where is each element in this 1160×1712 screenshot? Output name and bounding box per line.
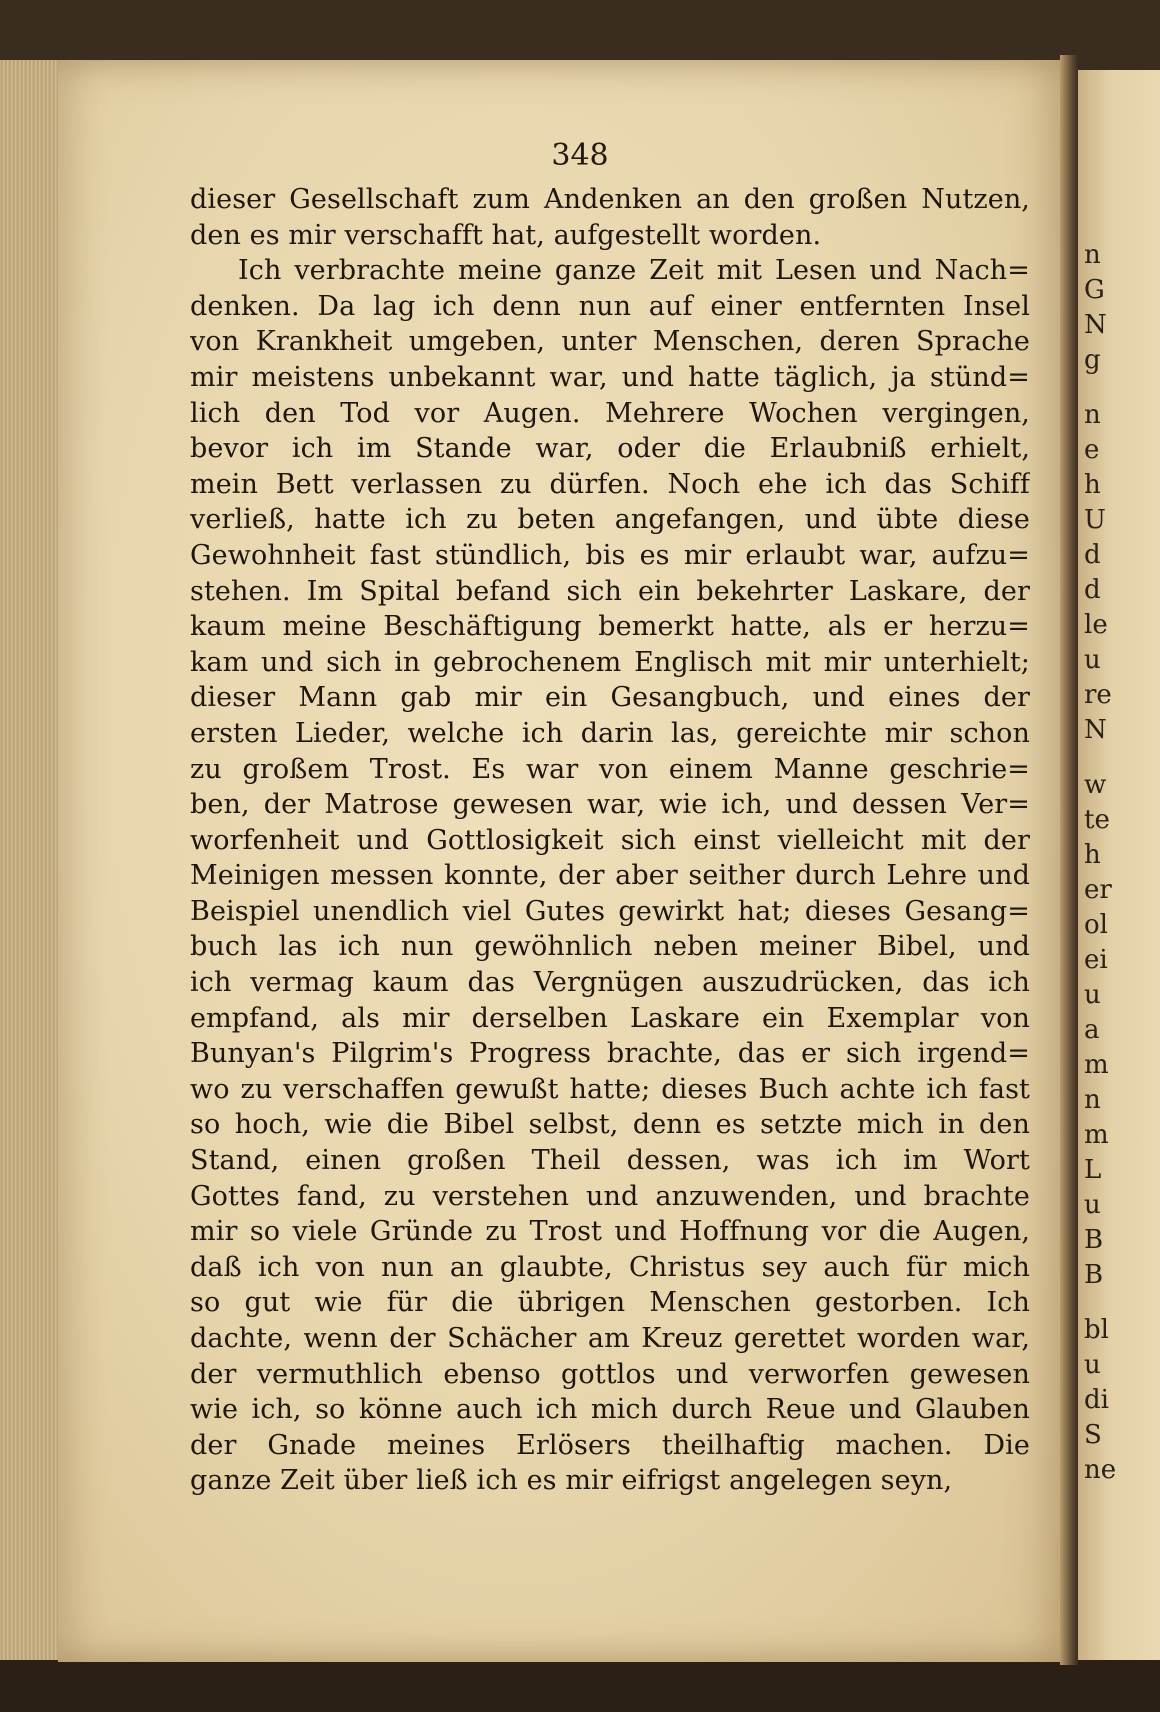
facing-page-fragment: m (1084, 1120, 1109, 1150)
text-line: ich vermag kaum das Vergnügen auszudrücken, das ich (190, 967, 1030, 999)
text-line: wo zu verschaffen gewußt hatte; dieses Buch achte ich fast (190, 1073, 1030, 1105)
facing-page-fragment: N (1084, 310, 1107, 340)
text-line: worfenheit und Gottlosigkeit sich einst vielleicht mit der (190, 824, 1030, 856)
facing-page-fragment: u (1084, 980, 1101, 1010)
text-line: Ich verbrachte meine ganze Zeit mit Lesen und Nach= (238, 255, 1030, 287)
text-line: so hoch, wie die Bibel selbst, denn es setzte mich in den (190, 1109, 1030, 1141)
text-line: denken. Da lag ich denn nun auf einer entfernten Insel (190, 290, 1030, 322)
facing-page-fragment: a (1084, 1015, 1100, 1045)
book-gutter (1060, 55, 1078, 1665)
text-line: verließ, hatte ich zu beten angefangen, und übte diese (190, 504, 1030, 536)
facing-page-fragment: le (1084, 610, 1108, 640)
facing-page-fragment: n (1084, 240, 1101, 270)
facing-page-fragment: h (1084, 470, 1101, 500)
text-line: der Gnade meines Erlösers theilhaftig machen. Die (190, 1429, 1030, 1461)
text-line: von Krankheit umgeben, unter Menschen, deren Sprache (190, 326, 1030, 358)
text-line: Beispiel unendlich viel Gutes gewirkt hat; dieses Gesang= (190, 895, 1030, 927)
facing-page-fragment: te (1084, 805, 1110, 835)
facing-page-fragment: u (1084, 1350, 1101, 1380)
facing-page-fragment: B (1084, 1260, 1104, 1290)
text-line: buch las ich nun gewöhnlich neben meiner Bibel, und (190, 931, 1030, 963)
text-line: dieser Mann gab mir ein Gesangbuch, und eines der (190, 682, 1030, 714)
text-line: kaum meine Beschäftigung bemerkt hatte, als er herzu= (190, 611, 1030, 643)
facing-page-fragment: h (1084, 840, 1101, 870)
text-line: daß ich von nun an glaubte, Christus sey auch für mich (190, 1251, 1030, 1283)
text-line: so gut wie für die übrigen Menschen gestorben. Ich (190, 1287, 1030, 1319)
facing-page-fragment: L (1084, 1155, 1102, 1185)
text-line: ben, der Matrose gewesen war, wie ich, und dessen Ver= (190, 789, 1030, 821)
text-line: Gottes fand, zu verstehen und anzuwenden, und brachte (190, 1180, 1030, 1212)
facing-page-fragment: ei (1084, 945, 1108, 975)
facing-page-fragment: er (1084, 875, 1112, 905)
text-line: Bunyan's Pilgrim's Progress brachte, das er sich irgend= (190, 1038, 1030, 1070)
text-line: mir so viele Gründe zu Trost und Hoffnung vor die Augen, (190, 1216, 1030, 1248)
text-line: wie ich, so könne auch ich mich durch Reue und Glauben (190, 1394, 1030, 1426)
text-line: bevor ich im Stande war, oder die Erlaubniß erhielt, (190, 433, 1030, 465)
facing-page-fragment: S (1084, 1420, 1102, 1450)
facing-page-fragment: bl (1084, 1315, 1109, 1345)
text-line: ersten Lieder, welche ich darin las, gereichte mir schon (190, 717, 1030, 749)
facing-page-fragment: B (1084, 1225, 1104, 1255)
facing-page-fragment: U (1084, 505, 1106, 535)
facing-page-fragment: re (1084, 680, 1112, 710)
facing-page-fragment: ne (1084, 1455, 1117, 1485)
text-line: stehen. Im Spital befand sich ein bekehrter Laskare, der (190, 575, 1030, 607)
text-line: lich den Tod vor Augen. Mehrere Wochen vergingen, (190, 397, 1030, 429)
text-line: dieser Gesellschaft zum Andenken an den großen Nutzen, (190, 184, 1030, 215)
facing-page-fragment: d (1084, 575, 1101, 605)
text-line: empfand, als mir derselben Laskare ein Exemplar von (190, 1002, 1030, 1034)
text-line: Meinigen messen konnte, der aber seither durch Lehre und (190, 860, 1030, 892)
text-line: zu großem Trost. Es war von einem Manne geschrie= (190, 753, 1030, 785)
facing-page-fragment: u (1084, 1190, 1101, 1220)
facing-page-fragment: u (1084, 645, 1101, 675)
page-body-text (190, 182, 1030, 1499)
facing-page-fragment: n (1084, 400, 1101, 430)
text-line: dachte, wenn der Schächer am Kreuz gerettet worden war, (190, 1323, 1030, 1354)
text-line: kam und sich in gebrochenem Englisch mit mir unterhielt; (190, 646, 1030, 678)
facing-page-fragment: g (1084, 345, 1101, 375)
book-page-edges (0, 60, 62, 1660)
facing-page-fragment: w (1084, 770, 1107, 800)
facing-page-fragment: di (1084, 1385, 1109, 1415)
facing-page-fragment: N (1084, 715, 1107, 745)
text-line: der vermuthlich ebenso gottlos und verworfen gewesen (190, 1358, 1030, 1390)
facing-page (1078, 70, 1160, 1660)
facing-page-fragment: ol (1084, 910, 1108, 940)
text-line: mein Bett verlassen zu dürfen. Noch ehe ich das Schiff (190, 468, 1030, 500)
text-line: Gewohnheit fast stündlich, bis es mir erlaubt war, aufzu= (190, 539, 1030, 571)
facing-page-fragment: e (1084, 435, 1100, 465)
facing-page-fragment: m (1084, 1050, 1109, 1080)
text-line: mir meistens unbekannt war, und hatte täglich, ja stünd= (190, 361, 1030, 393)
page-number: 348 (551, 138, 609, 173)
facing-page-fragment: d (1084, 540, 1101, 570)
facing-page-fragment: n (1084, 1085, 1101, 1115)
text-line: Stand, einen großen Theil dessen, was ich im Wort (190, 1145, 1030, 1177)
facing-page-fragment: G (1084, 275, 1105, 305)
text-line: ganze Zeit über ließ ich es mir eifrigst angelegen seyn, (190, 1465, 953, 1497)
text-line: den es mir verschafft hat, aufgestellt worden. (190, 219, 822, 251)
